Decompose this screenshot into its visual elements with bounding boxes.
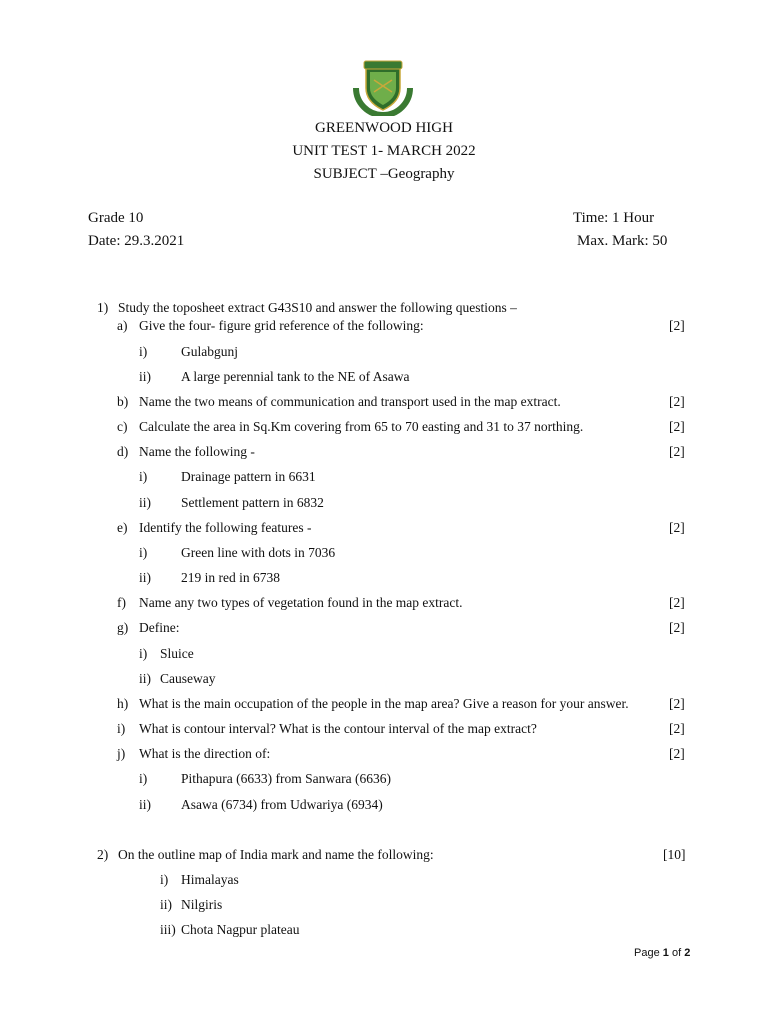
max-mark-label: Max. Mark: 50 bbox=[577, 233, 668, 249]
q2-marks: [10] bbox=[663, 847, 686, 862]
time-label: Time: 1 Hour bbox=[573, 210, 655, 226]
logo-banner bbox=[364, 61, 402, 69]
q2-number: 2) bbox=[97, 847, 109, 862]
date-label: Date: 29.3.2021 bbox=[88, 233, 185, 249]
q2-text: On the outline map of India mark and name the following: bbox=[118, 847, 434, 862]
marks: [2] bbox=[669, 520, 685, 535]
marks: [2] bbox=[669, 746, 685, 761]
page-number: Page 1 of 2 bbox=[634, 947, 691, 959]
marks: [2] bbox=[669, 696, 685, 711]
marks: [2] bbox=[669, 394, 685, 409]
marks: [2] bbox=[669, 620, 685, 635]
school-logo bbox=[348, 58, 418, 116]
marks: [2] bbox=[669, 419, 685, 434]
q1-number: 1) bbox=[97, 300, 109, 315]
q1-text: Study the toposheet extract G43S10 and answer the following questions – bbox=[118, 300, 517, 315]
marks: [2] bbox=[669, 318, 685, 333]
grade-label: Grade 10 bbox=[88, 210, 144, 226]
test-title: UNIT TEST 1- MARCH 2022 bbox=[292, 143, 476, 159]
marks: [2] bbox=[669, 595, 685, 610]
school-name: GREENWOOD HIGH bbox=[315, 120, 453, 136]
marks: [2] bbox=[669, 721, 685, 736]
marks: [2] bbox=[669, 444, 685, 459]
subject-title: SUBJECT –Geography bbox=[313, 166, 455, 182]
